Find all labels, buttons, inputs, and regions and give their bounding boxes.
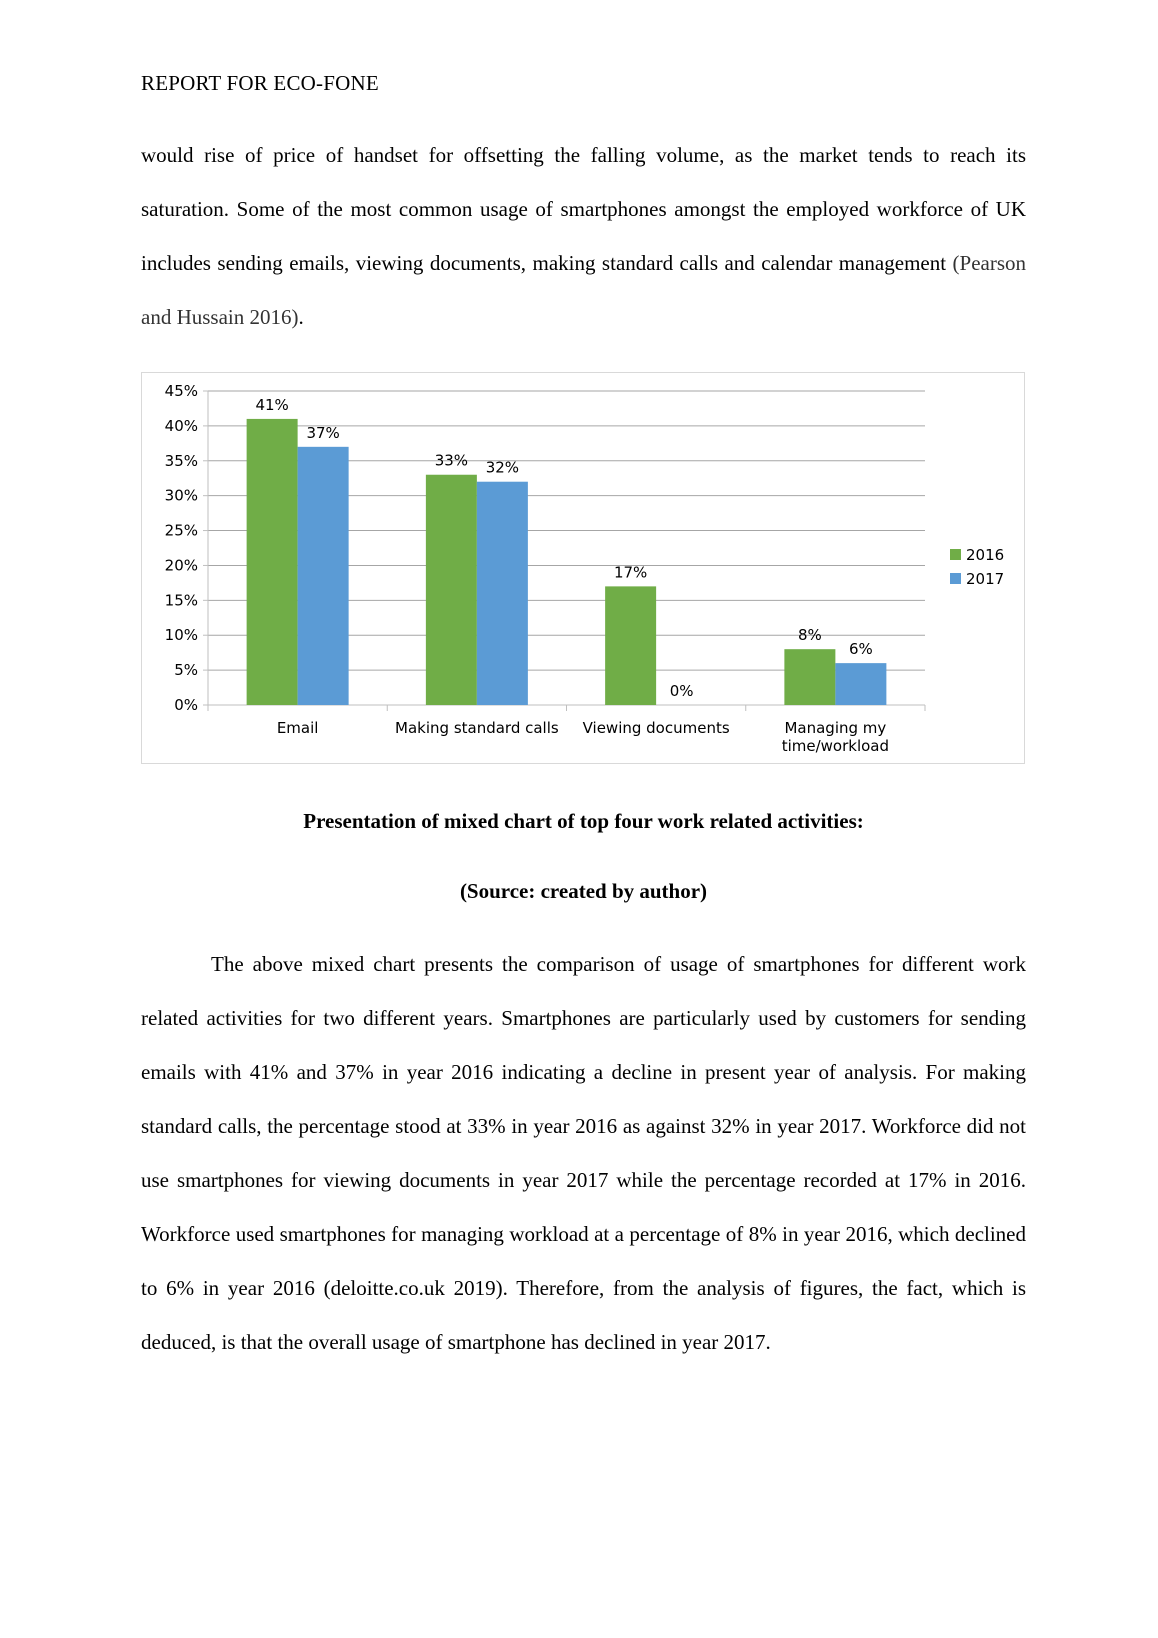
- bar-2016-0: [247, 419, 298, 705]
- legend-swatch-2016: [950, 549, 961, 560]
- data-label: 32%: [485, 458, 520, 477]
- data-label: 17%: [613, 563, 648, 582]
- y-tick-label: 25%: [164, 521, 198, 540]
- bar-2017-0: [298, 447, 349, 705]
- data-label: 41%: [255, 395, 289, 414]
- chart-svg: [142, 373, 1026, 765]
- bar-2017-3: [835, 663, 886, 705]
- x-category-label: Viewing documents: [582, 719, 730, 737]
- y-tick-label: 45%: [164, 382, 198, 400]
- bar-2016-3: [784, 649, 835, 705]
- paragraph-intro: [141, 128, 1026, 344]
- data-label: 6%: [848, 640, 873, 659]
- x-category-label: Email: [276, 719, 319, 737]
- bar-2017-1: [477, 482, 528, 705]
- data-label: 8%: [797, 626, 822, 645]
- y-tick-label: 15%: [164, 591, 198, 610]
- bar-2016-1: [426, 475, 477, 705]
- y-tick-label: 30%: [164, 486, 198, 505]
- bar-chart: [141, 372, 1025, 764]
- figure-source: (Source: created by author): [459, 879, 708, 903]
- data-label: 37%: [306, 423, 340, 442]
- figure-caption: Presentation of mixed chart of top four work related activities:: [303, 809, 864, 833]
- bar-2016-2: [605, 586, 656, 705]
- page-header: REPORT FOR ECO-FONE: [141, 71, 379, 95]
- y-tick-label: 20%: [164, 556, 198, 575]
- y-tick-label: 0%: [174, 696, 198, 714]
- data-label: 0%: [669, 682, 694, 700]
- y-tick-label: 35%: [164, 451, 198, 470]
- x-category-label: time/workload: [781, 737, 890, 755]
- legend-swatch-2017: [950, 573, 961, 584]
- y-tick-label: 5%: [174, 661, 198, 680]
- legend-label: 2017: [966, 570, 1005, 588]
- paragraph-analysis: The above mixed chart presents the comparison of usage of smartphones for different work related activities for two different years. Smartphones are particularly used by customers for sending emails with 41% and 37% in year 2016 indicating a decline in present year of analysis. For making standard calls, the percentage stood at 33% in year 2016 as against 32% in year 2017. Workforce did not use smartphones for viewing documents in year 2017 while the percentage recorded at 17% in 2016. Workforce used smartphones for managing workload at a percentage of 8% in year 2016, which declined to 6% in year 2016 (deloitte.co.uk 2019). Therefore, from the analysis of figures, the fact, which is deduced, is that the overall usage of smartphone has declined in year 2017.: [141, 952, 1026, 1354]
- paragraph-intro-end: .: [298, 305, 304, 329]
- paragraph-intro-text: would rise of price of handset for offsetting the falling volume, as the market tends to reach its saturation. Some of the most common usage of smartphones amongst the employed workforce of UK includes sending emails, viewing documents, making standard calls and calendar management: [141, 143, 1026, 275]
- y-tick-label: 40%: [164, 416, 198, 435]
- citation: (Pearson and Hussain 2016): [141, 251, 1026, 329]
- x-category-label: Making standard calls: [395, 719, 559, 737]
- y-tick-label: 10%: [164, 626, 198, 645]
- x-category-label: Managing my: [784, 719, 887, 737]
- legend-label: 2016: [966, 546, 1005, 564]
- data-label: 33%: [434, 451, 469, 470]
